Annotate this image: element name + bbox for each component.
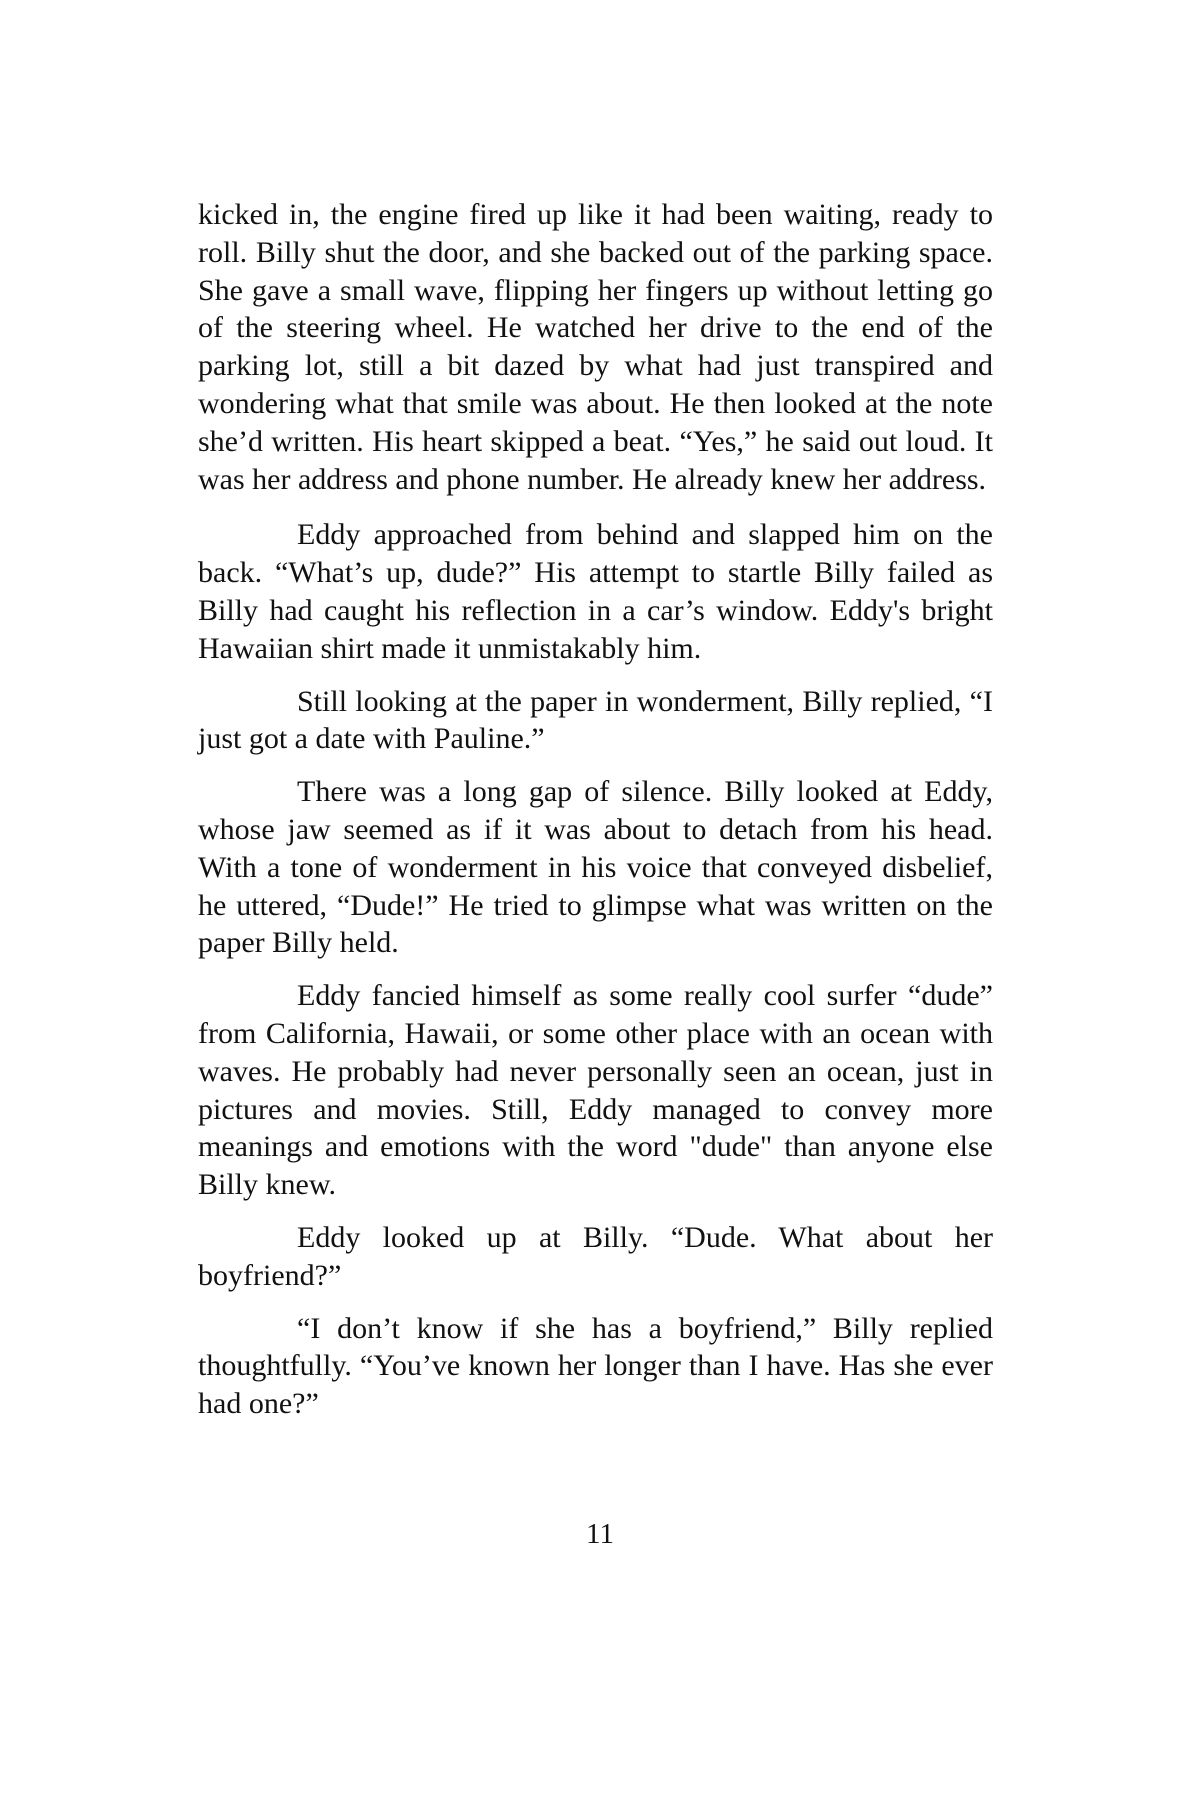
- paragraph: Eddy fancied himself as some really cool surfer “dude” from California, Hawaii, or some other place with an ocean with waves. He probably had never personally seen an ocean, just in pictures and movies. Still, Eddy managed to convey more meanings and emotions with the word "dude" than anyone else Billy knew.: [198, 979, 993, 1202]
- paragraph: Still looking at the paper in wonderment, Billy replied, “I just got a date with Pauline.”: [198, 684, 993, 756]
- paragraph: Eddy approached from behind and slapped him on the back. “What’s up, dude?” His attempt to startle Billy failed as Billy had caught his reflection in a car’s window. Eddy's bright Hawaiian shirt made it unmistakably him.: [198, 518, 993, 665]
- page-body: [198, 196, 993, 1438]
- page-number: 11: [586, 1518, 614, 1550]
- paragraph: Eddy looked up at Billy. “Dude. What about her boyfriend?”: [198, 1220, 993, 1292]
- paragraph: “I don’t know if she has a boyfriend,” Billy replied thoughtfully. “You’ve known her longer than I have. Has she ever had one?”: [198, 1311, 993, 1421]
- paragraph: kicked in, the engine fired up like it had been waiting, ready to roll. Billy shut the door, and she backed out of the parking space. She gave a small wave, flipping her fingers up without letting go of the steering wheel. He watched her drive to the end of the parking lot, still a bit dazed by what had just transpired and wondering what that smile was about. He then looked at the note she’d written. His heart skipped a beat. “Yes,” he said out loud. It was her address and phone number. He already knew her address.: [198, 198, 993, 496]
- paragraph: There was a long gap of silence. Billy looked at Eddy, whose jaw seemed as if it was about to detach from his head. With a tone of wonderment in his voice that conveyed disbelief, he uttered, “Dude!” He tried to glimpse what was written on the paper Billy held.: [198, 775, 993, 960]
